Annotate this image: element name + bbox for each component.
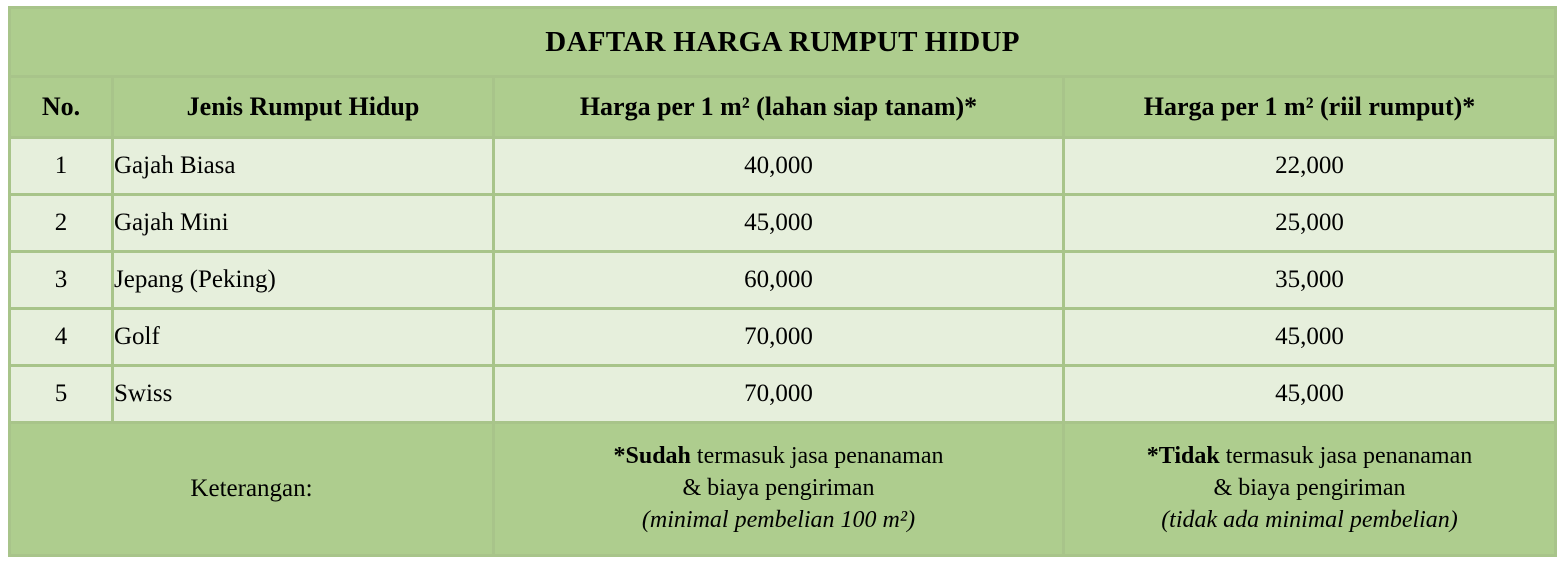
row-grass-name: Gajah Biasa <box>113 138 494 195</box>
row-price-ready-land: 60,000 <box>494 252 1064 309</box>
footer-note-right-bold: *Tidak <box>1146 443 1220 470</box>
footer-note-left-rest: termasuk jasa penanaman <box>690 443 944 470</box>
table-row <box>10 366 1556 423</box>
row-number: 2 <box>10 195 113 252</box>
footer-note-grass-only <box>1064 423 1556 556</box>
column-header-price-grass-only: Harga per 1 m² (riil rumput)* <box>1064 77 1556 138</box>
footer-note-right-line2: & biaya pengiriman <box>1213 475 1406 502</box>
footer-note-left-line3: (minimal pembelian 100 m²) <box>641 506 916 533</box>
row-grass-name: Gajah Mini <box>113 195 494 252</box>
row-price-ready-land: 40,000 <box>494 138 1064 195</box>
row-price-grass-only: 45,000 <box>1064 309 1556 366</box>
column-header-no: No. <box>10 77 113 138</box>
page-title: DAFTAR HARGA RUMPUT HIDUP <box>10 8 1556 77</box>
row-price-grass-only: 25,000 <box>1064 195 1556 252</box>
table-row <box>10 309 1556 366</box>
row-price-ready-land: 70,000 <box>494 366 1064 423</box>
row-price-ready-land: 70,000 <box>494 309 1064 366</box>
row-price-ready-land: 45,000 <box>494 195 1064 252</box>
footer-note-left-bold: *Sudah <box>613 443 691 470</box>
footer-label: Keterangan: <box>10 423 494 556</box>
column-header-grass-type: Jenis Rumput Hidup <box>113 77 494 138</box>
row-number: 3 <box>10 252 113 309</box>
row-number: 4 <box>10 309 113 366</box>
column-header-price-ready-land: Harga per 1 m² (lahan siap tanam)* <box>494 77 1064 138</box>
table-footer-row <box>10 423 1556 556</box>
row-price-grass-only: 35,000 <box>1064 252 1556 309</box>
row-grass-name: Jepang (Peking) <box>113 252 494 309</box>
footer-note-ready-land <box>494 423 1064 556</box>
row-grass-name: Golf <box>113 309 494 366</box>
table-row <box>10 138 1556 195</box>
row-number: 1 <box>10 138 113 195</box>
table-header-row <box>10 77 1556 138</box>
footer-note-right-rest: termasuk jasa penanaman <box>1219 443 1473 470</box>
row-price-grass-only: 22,000 <box>1064 138 1556 195</box>
row-grass-name: Swiss <box>113 366 494 423</box>
table-title-row <box>10 8 1556 77</box>
footer-note-right-line3: (tidak ada minimal pembelian) <box>1161 506 1458 533</box>
table-row <box>10 195 1556 252</box>
footer-note-left-line2: & biaya pengiriman <box>682 475 875 502</box>
table-row <box>10 252 1556 309</box>
row-price-grass-only: 45,000 <box>1064 366 1556 423</box>
price-table <box>8 6 1557 557</box>
row-number: 5 <box>10 366 113 423</box>
